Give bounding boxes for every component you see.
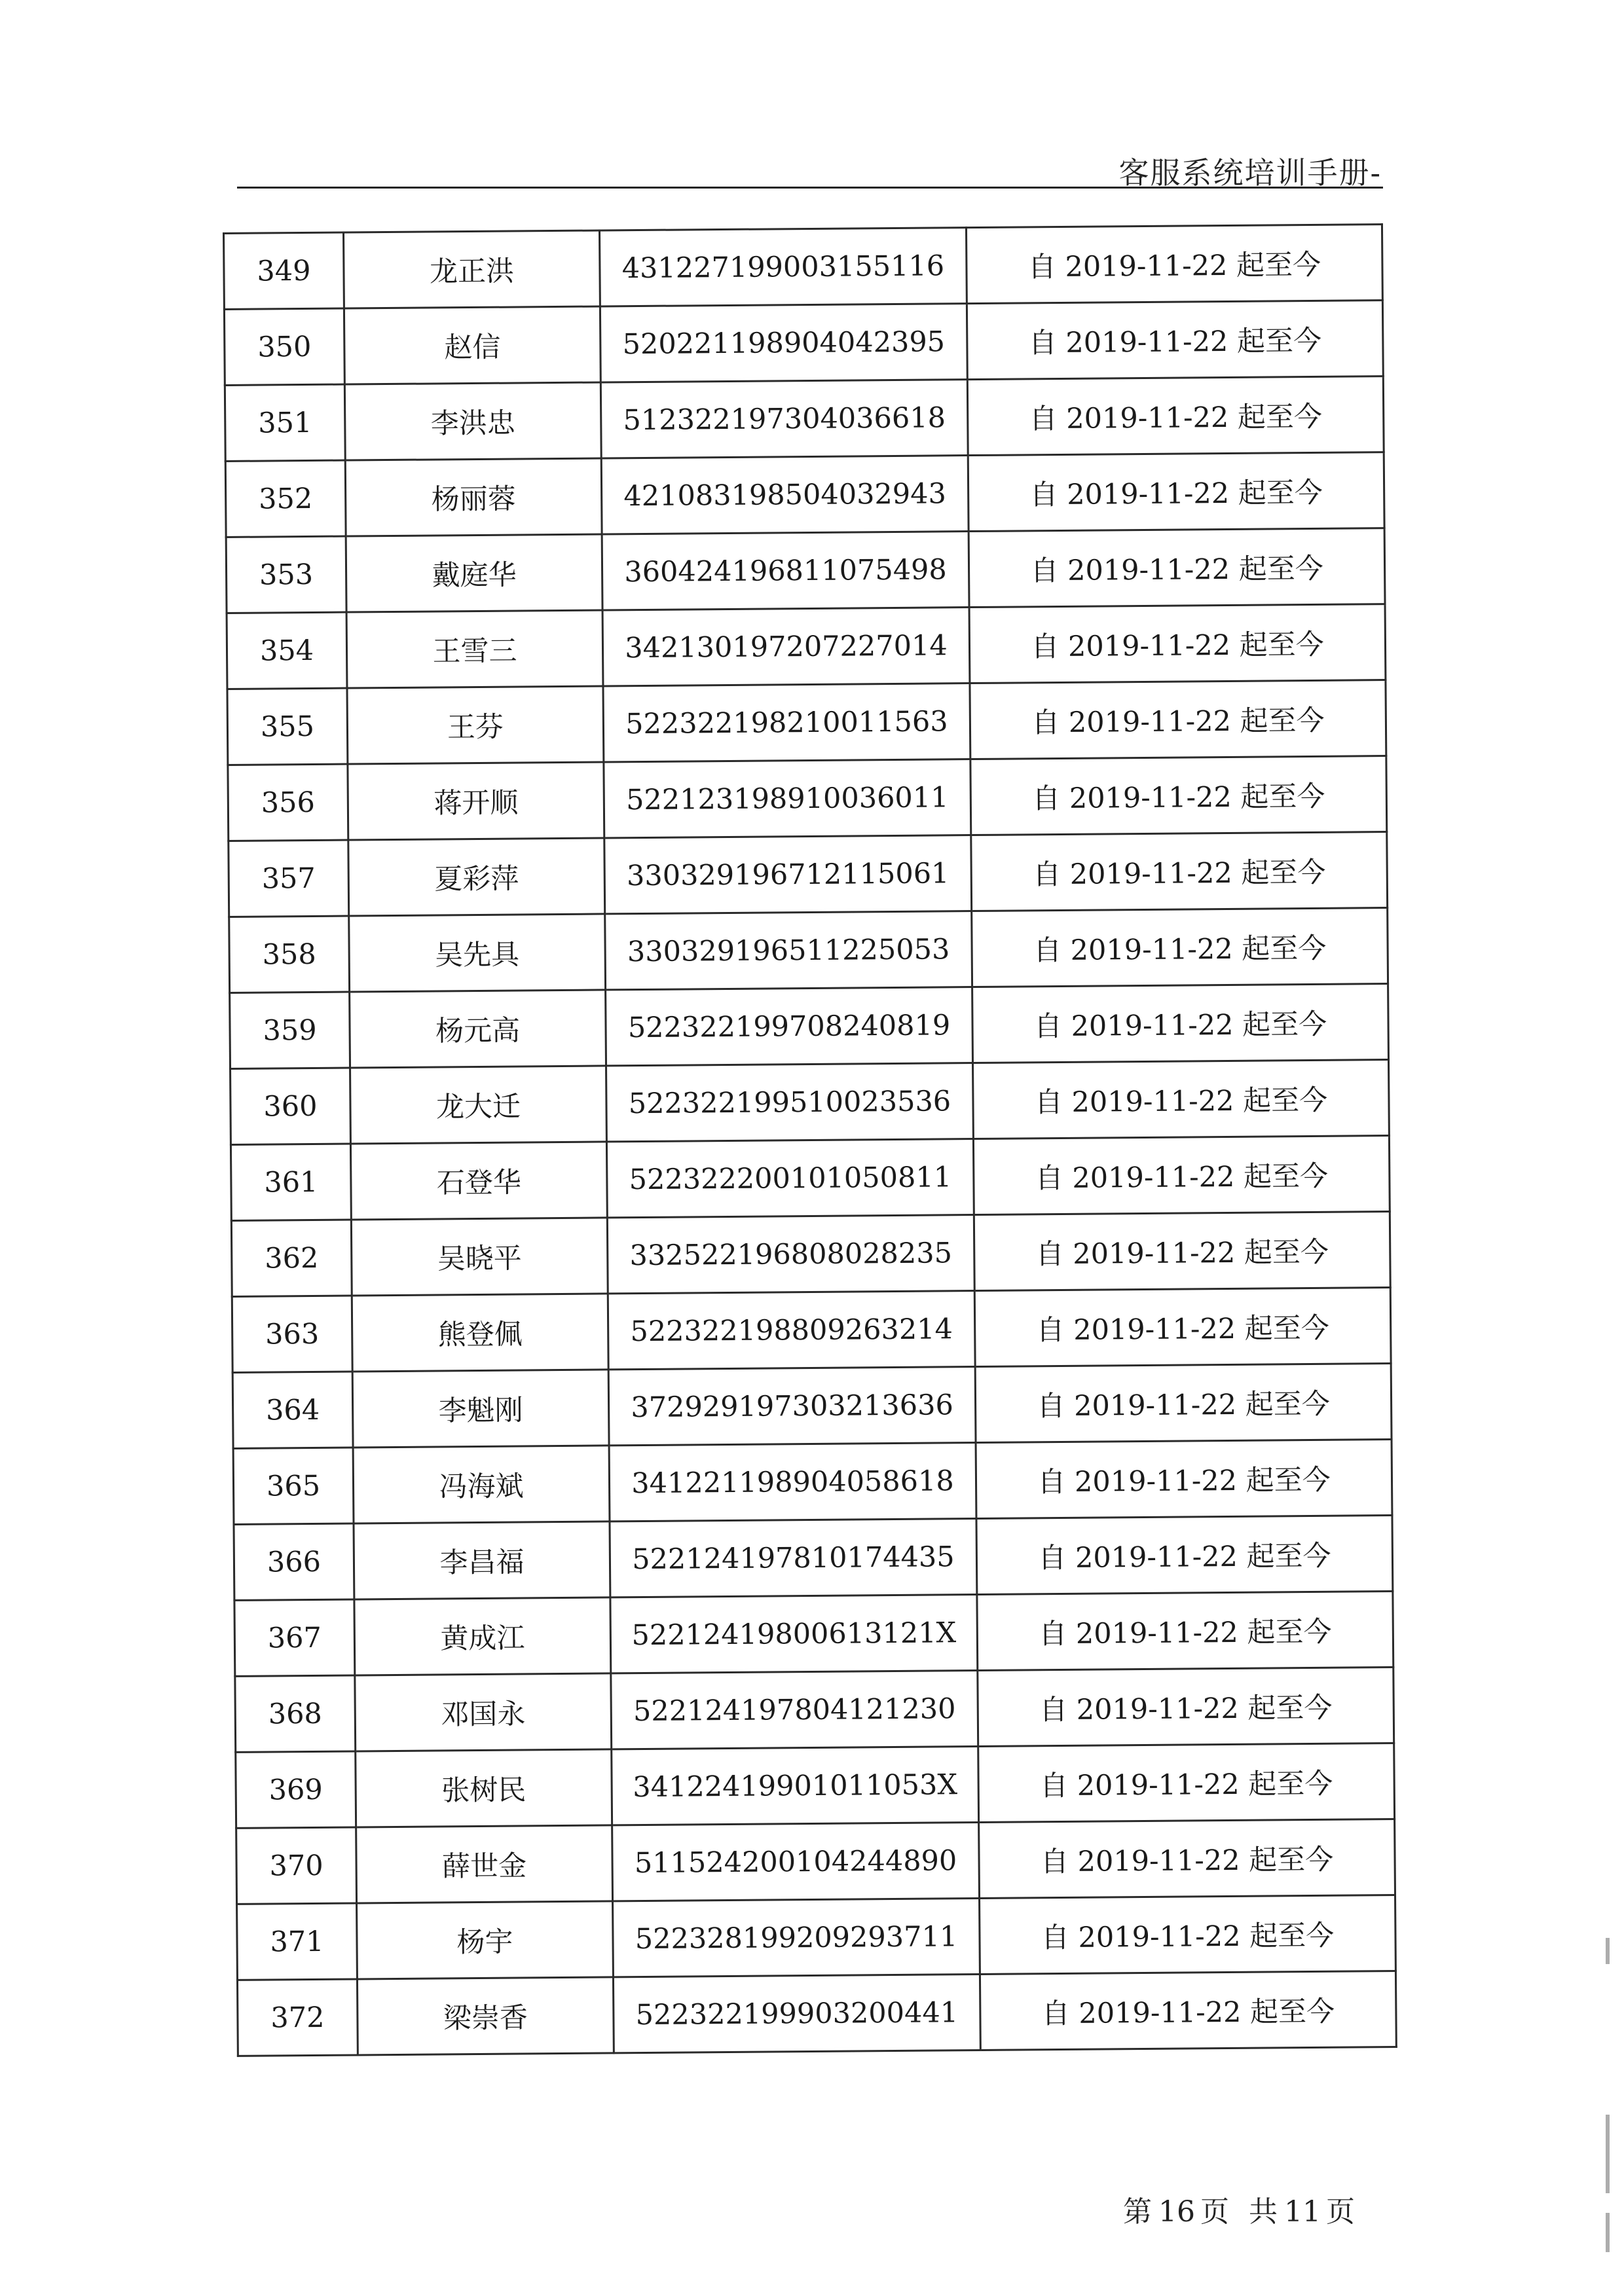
person-name-cell: 熊登佩 <box>352 1294 608 1372</box>
page-total-unit: 页 <box>1326 2195 1356 2229</box>
table-row <box>224 301 1383 386</box>
person-name-cell: 蒋开顺 <box>348 762 604 840</box>
period-cell: 自 2019-11-22 起至今 <box>969 604 1386 683</box>
records-table <box>223 223 1397 2057</box>
id-number-cell: 522322200101050811 <box>606 1139 974 1218</box>
row-number-cell: 364 <box>232 1372 353 1448</box>
table-row <box>231 1136 1390 1221</box>
period-cell: 自 2019-11-22 起至今 <box>976 1516 1393 1595</box>
table-row <box>230 984 1389 1069</box>
person-name-cell: 王雪三 <box>346 610 603 688</box>
id-number-cell: 522322199903200441 <box>613 1974 980 2052</box>
period-cell: 自 2019-11-22 起至今 <box>972 984 1389 1063</box>
page-header-title: 客服系统培训手册- <box>1118 155 1382 191</box>
row-number-cell: 351 <box>225 384 345 461</box>
id-number-cell: 431227199003155116 <box>599 228 967 306</box>
period-cell: 自 2019-11-22 起至今 <box>975 1364 1392 1443</box>
id-number-cell: 341221198904058618 <box>609 1443 976 1522</box>
row-number-cell: 369 <box>236 1751 356 1828</box>
table-row <box>234 1516 1393 1601</box>
row-number-cell: 371 <box>237 1903 358 1980</box>
table-row <box>224 225 1383 310</box>
scan-artifact-mark <box>1606 2115 1610 2193</box>
id-number-cell: 511524200104244890 <box>612 1823 980 1901</box>
table-row <box>234 1592 1393 1677</box>
table-row <box>236 1743 1395 1829</box>
person-name-cell: 夏彩萍 <box>348 838 605 916</box>
id-number-cell: 34122419901011053X <box>612 1747 979 1825</box>
table-row <box>231 1212 1390 1297</box>
table-row <box>237 1971 1396 2056</box>
person-name-cell: 王芬 <box>347 686 604 764</box>
row-number-cell: 359 <box>230 992 350 1068</box>
scan-artifact-mark <box>1606 2213 1610 2252</box>
table-row <box>229 832 1388 917</box>
table-row <box>227 680 1386 765</box>
id-number-cell: 522124197810174435 <box>610 1519 977 1597</box>
person-name-cell: 赵信 <box>344 306 600 384</box>
period-cell: 自 2019-11-22 起至今 <box>970 680 1386 759</box>
person-name-cell: 李昌福 <box>354 1522 610 1599</box>
period-cell: 自 2019-11-22 起至今 <box>974 1288 1391 1367</box>
row-number-cell: 363 <box>232 1296 352 1372</box>
table-row <box>229 908 1388 993</box>
period-cell: 自 2019-11-22 起至今 <box>969 528 1385 608</box>
table-row <box>226 528 1385 613</box>
row-number-cell: 354 <box>227 612 347 689</box>
id-number-cell: 512322197304036618 <box>600 380 968 458</box>
person-name-cell: 吴晓平 <box>351 1218 608 1296</box>
period-cell: 自 2019-11-22 起至今 <box>980 1971 1396 2050</box>
period-cell: 自 2019-11-22 起至今 <box>966 225 1382 304</box>
row-number-cell: 361 <box>231 1144 351 1220</box>
row-number-cell: 367 <box>234 1599 355 1676</box>
person-name-cell: 杨宇 <box>357 1901 614 1979</box>
period-cell: 自 2019-11-22 起至今 <box>978 1667 1394 1747</box>
row-number-cell: 357 <box>229 840 349 917</box>
page-total-prefix: 共 <box>1249 2195 1279 2229</box>
id-number-cell: 421083198504032943 <box>601 456 969 534</box>
table-row <box>236 1819 1395 1904</box>
period-cell: 自 2019-11-22 起至今 <box>967 301 1383 380</box>
id-number-cell: 342130197207227014 <box>602 608 970 686</box>
period-cell: 自 2019-11-22 起至今 <box>976 1440 1392 1519</box>
person-name-cell: 戴庭华 <box>346 534 602 612</box>
row-number-cell: 352 <box>225 460 346 537</box>
table-row <box>233 1440 1392 1525</box>
id-number-cell: 332522196808028235 <box>607 1215 974 1294</box>
records-table-body <box>224 225 1397 2056</box>
period-cell: 自 2019-11-22 起至今 <box>977 1592 1393 1671</box>
page-number-prefix: 第 <box>1123 2195 1153 2229</box>
period-cell: 自 2019-11-22 起至今 <box>972 908 1388 987</box>
period-cell: 自 2019-11-22 起至今 <box>972 1060 1389 1139</box>
id-number-cell: 522322198210011563 <box>603 683 970 762</box>
row-number-cell: 350 <box>224 308 344 385</box>
person-name-cell: 吴先具 <box>349 914 606 992</box>
header-divider <box>237 187 1383 189</box>
id-number-cell: 522123198910036011 <box>604 759 971 838</box>
person-name-cell: 杨丽蓉 <box>345 458 602 536</box>
person-name-cell: 李洪忠 <box>344 382 601 460</box>
period-cell: 自 2019-11-22 起至今 <box>970 756 1387 835</box>
page-footer <box>1123 2188 1356 2230</box>
person-name-cell: 龙正洪 <box>344 230 600 308</box>
row-number-cell: 349 <box>224 232 344 309</box>
id-number-cell: 522328199209293711 <box>613 1899 980 1977</box>
page-number-current: 16 <box>1158 2195 1195 2229</box>
id-number-cell: 52212419800613121X <box>610 1595 978 1673</box>
person-name-cell: 薛世金 <box>356 1825 613 1903</box>
person-name-cell: 冯海斌 <box>353 1446 610 1523</box>
period-cell: 自 2019-11-22 起至今 <box>979 1819 1395 1899</box>
row-number-cell: 356 <box>228 764 348 841</box>
row-number-cell: 360 <box>231 1068 351 1144</box>
person-name-cell: 邓国永 <box>355 1673 612 1751</box>
period-cell: 自 2019-11-22 起至今 <box>974 1212 1390 1291</box>
table-row <box>225 452 1384 538</box>
row-number-cell: 362 <box>231 1220 352 1296</box>
person-name-cell: 黄成江 <box>354 1597 611 1675</box>
period-cell: 自 2019-11-22 起至今 <box>980 1895 1396 1975</box>
person-name-cell: 杨元高 <box>350 990 606 1068</box>
row-number-cell: 370 <box>236 1827 357 1904</box>
id-number-cell: 522322198809263214 <box>608 1291 975 1370</box>
row-number-cell: 355 <box>227 688 348 765</box>
person-name-cell: 梁崇香 <box>357 1977 614 2055</box>
person-name-cell: 石登华 <box>350 1142 607 1220</box>
period-cell: 自 2019-11-22 起至今 <box>973 1136 1390 1215</box>
id-number-cell: 522322199708240819 <box>606 987 973 1066</box>
period-cell: 自 2019-11-22 起至今 <box>978 1743 1395 1823</box>
table-row <box>231 1060 1390 1145</box>
table-row <box>228 756 1387 841</box>
id-number-cell: 522322199510023536 <box>606 1063 974 1142</box>
table-row <box>237 1895 1396 1980</box>
id-number-cell: 520221198904042395 <box>600 304 967 382</box>
id-number-cell: 330329196712115061 <box>604 835 972 914</box>
person-name-cell: 张树民 <box>356 1749 612 1827</box>
page-number-total: 11 <box>1284 2195 1321 2229</box>
id-number-cell: 360424196811075498 <box>602 532 969 610</box>
row-number-cell: 366 <box>234 1523 354 1600</box>
table-row <box>232 1288 1391 1373</box>
scan-artifact-mark <box>1606 1938 1610 1964</box>
row-number-cell: 368 <box>235 1675 356 1752</box>
person-name-cell: 龙大迁 <box>350 1066 607 1144</box>
id-number-cell: 330329196511225053 <box>605 911 972 990</box>
id-number-cell: 522124197804121230 <box>611 1671 978 1749</box>
id-number-cell: 372929197303213636 <box>608 1367 976 1446</box>
table-row <box>227 604 1386 689</box>
row-number-cell: 358 <box>229 916 350 993</box>
period-cell: 自 2019-11-22 起至今 <box>967 376 1384 456</box>
table-row <box>235 1667 1394 1753</box>
person-name-cell: 李魁刚 <box>352 1370 609 1448</box>
row-number-cell: 365 <box>233 1448 354 1524</box>
table-row <box>225 376 1384 462</box>
row-number-cell: 353 <box>226 536 346 613</box>
page-number-unit: 页 <box>1200 2195 1230 2229</box>
row-number-cell: 372 <box>237 1979 358 2056</box>
period-cell: 自 2019-11-22 起至今 <box>968 452 1384 532</box>
table-row <box>232 1364 1392 1449</box>
period-cell: 自 2019-11-22 起至今 <box>971 832 1388 911</box>
